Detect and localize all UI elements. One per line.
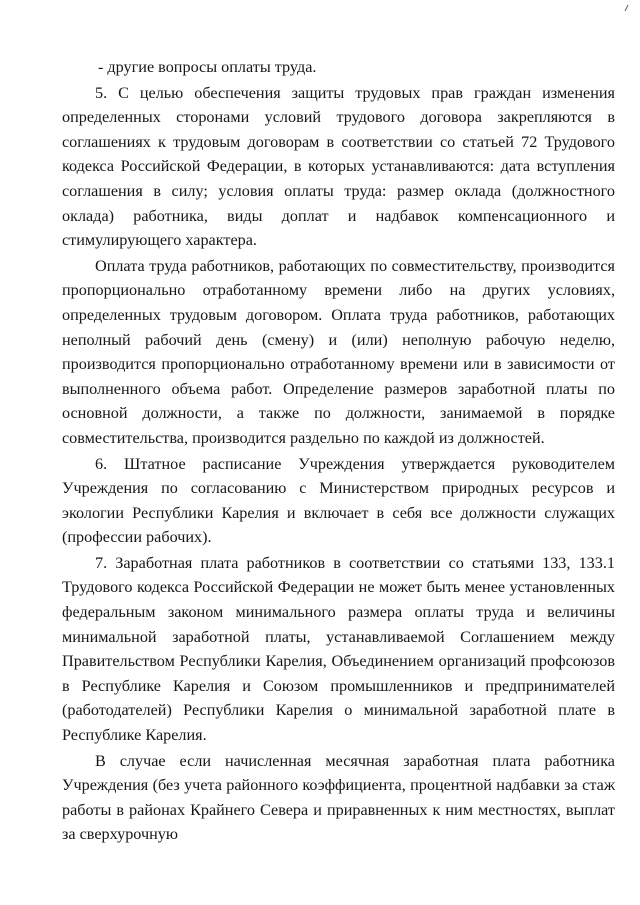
paragraph-item-6: 6. Штатное расписание Учреждения утверждается руководителем Учреждения по согласованию с Министерством природных ресурсов и экологии Республики Карелия и включает в себя все должности служащих (профессии рабочих). xyxy=(62,454,615,547)
document-body xyxy=(62,55,615,847)
paragraph-item-5: 5. С целью обеспечения защиты трудовых прав граждан изменения определенных сторонами условий трудового договора закрепляются в соглашениях к трудовым договорам в соответствии со статьей 72 Трудового кодекса Российской Федерации, в которых устанавливаются: дата вступления соглашения в силу; условия оплаты труда: размер оклада (должностного оклада) работника, виды доплат и надбавок компенсационного и стимулирующего характера. xyxy=(62,83,615,250)
paragraph-item-7: 7. Заработная плата работников в соответствии со статьями 133, 133.1 Трудового кодекса Российской Федерации не может быть менее установленных федеральным законом минимального размера оплаты труда и величины минимальной заработной платы, устанавливаемой Соглашением между Правительством Республики Карелия, Объединением организаций профсоюзов в Республике Карелия и Союзом промышленников и предпринимателей (работодателей) Республики Карелия о минимальной заработной плате в Республике Карелия. xyxy=(62,553,615,745)
paragraph-monthly-salary-case: В случае если начисленная месячная заработная плата работника Учреждения (без учета районного коэффициента, процентной надбавки за стаж работы в районах Крайнего Севера и приравненных к ним местностях, выплат за сверхурочную xyxy=(62,751,615,844)
paragraph-other-payment-questions: - другие вопросы оплаты труда. xyxy=(98,58,317,76)
paragraph-part-time-pay: Оплата труда работников, работающих по совместительству, производится пропорционально отработанному времени либо на других условиях, определенных трудовым договором. Оплата труда работников, работающих неполный рабочий день (смену) и (или) неполную рабочую неделю, производится пропорционально отработанному времени или в зависимости от выполненного объема работ. Определение размеров заработной платы по основной должности, а также по должности, занимаемой в порядке совместительства, производится раздельно по каждой из должностей. xyxy=(62,256,615,447)
corner-pen-mark xyxy=(624,4,629,12)
